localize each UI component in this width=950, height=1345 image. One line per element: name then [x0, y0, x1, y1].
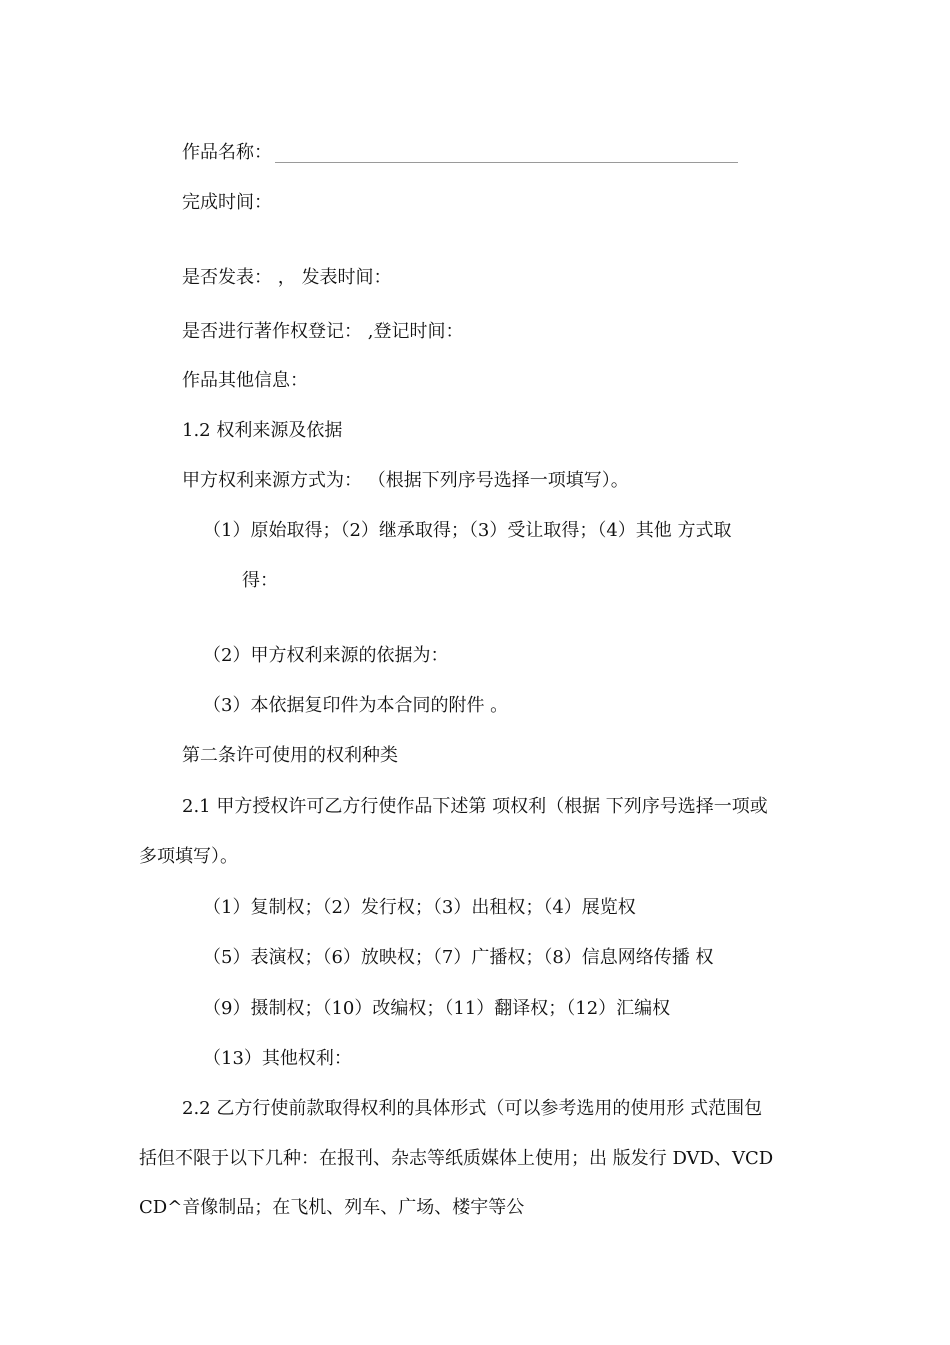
- rights-source-intro: 甲方权利来源方式为： （根据下列序号选择一项填写）。: [182, 470, 629, 491]
- clause-2-1-line-2: 多项填写）。: [139, 846, 238, 867]
- rights-list-line-1: （1）复制权；（2）发行权；（3）出租权；（4）展览权: [203, 897, 636, 918]
- work-name-label: 作品名称：: [182, 142, 272, 163]
- clause-2-2-line-2: 括但不限于以下几种：在报刊、杂志等纸质媒体上使用；出 版发行 DVD、VCD: [139, 1148, 774, 1169]
- registration-line: 是否进行著作权登记： ,登记时间：: [182, 321, 464, 342]
- work-name-blank-line: [275, 162, 738, 163]
- rights-source-options-line-1: （1）原始取得；（2）继承取得；（3）受让取得；（4）其他 方式取: [203, 520, 732, 541]
- rights-list-line-4: （13）其他权利：: [203, 1048, 352, 1069]
- article-2-title: 第二条许可使用的权利种类: [182, 745, 398, 766]
- clause-2-2-line-1: 2.2 乙方行使前款取得权利的具体形式（可以参考选用的使用形 式范围包: [182, 1098, 763, 1119]
- rights-source-options-line-2: 得：: [242, 570, 278, 591]
- published-line: 是否发表： ， 发表时间：: [182, 267, 392, 288]
- completion-time-label: 完成时间：: [182, 192, 272, 213]
- clause-2-1-line-1: 2.1 甲方授权许可乙方行使作品下述第 项权利（根据 下列序号选择一项或: [182, 796, 768, 817]
- rights-source-attachment: （3）本依据复印件为本合同的附件 。: [203, 695, 509, 716]
- rights-list-line-3: （9）摄制权；（10）改编权；（11）翻译权；（12）汇编权: [203, 998, 671, 1019]
- other-info-label: 作品其他信息：: [182, 370, 308, 391]
- section-1-2-heading: 1.2 权利来源及依据: [182, 420, 343, 441]
- rights-list-line-2: （5）表演权；（6）放映权；（7）广播权；（8）信息网络传播 权: [203, 947, 714, 968]
- rights-source-basis: （2）甲方权利来源的依据为：: [203, 645, 449, 666]
- clause-2-2-line-3: CD^音像制品；在飞机、列车、广场、楼宇等公: [139, 1197, 525, 1218]
